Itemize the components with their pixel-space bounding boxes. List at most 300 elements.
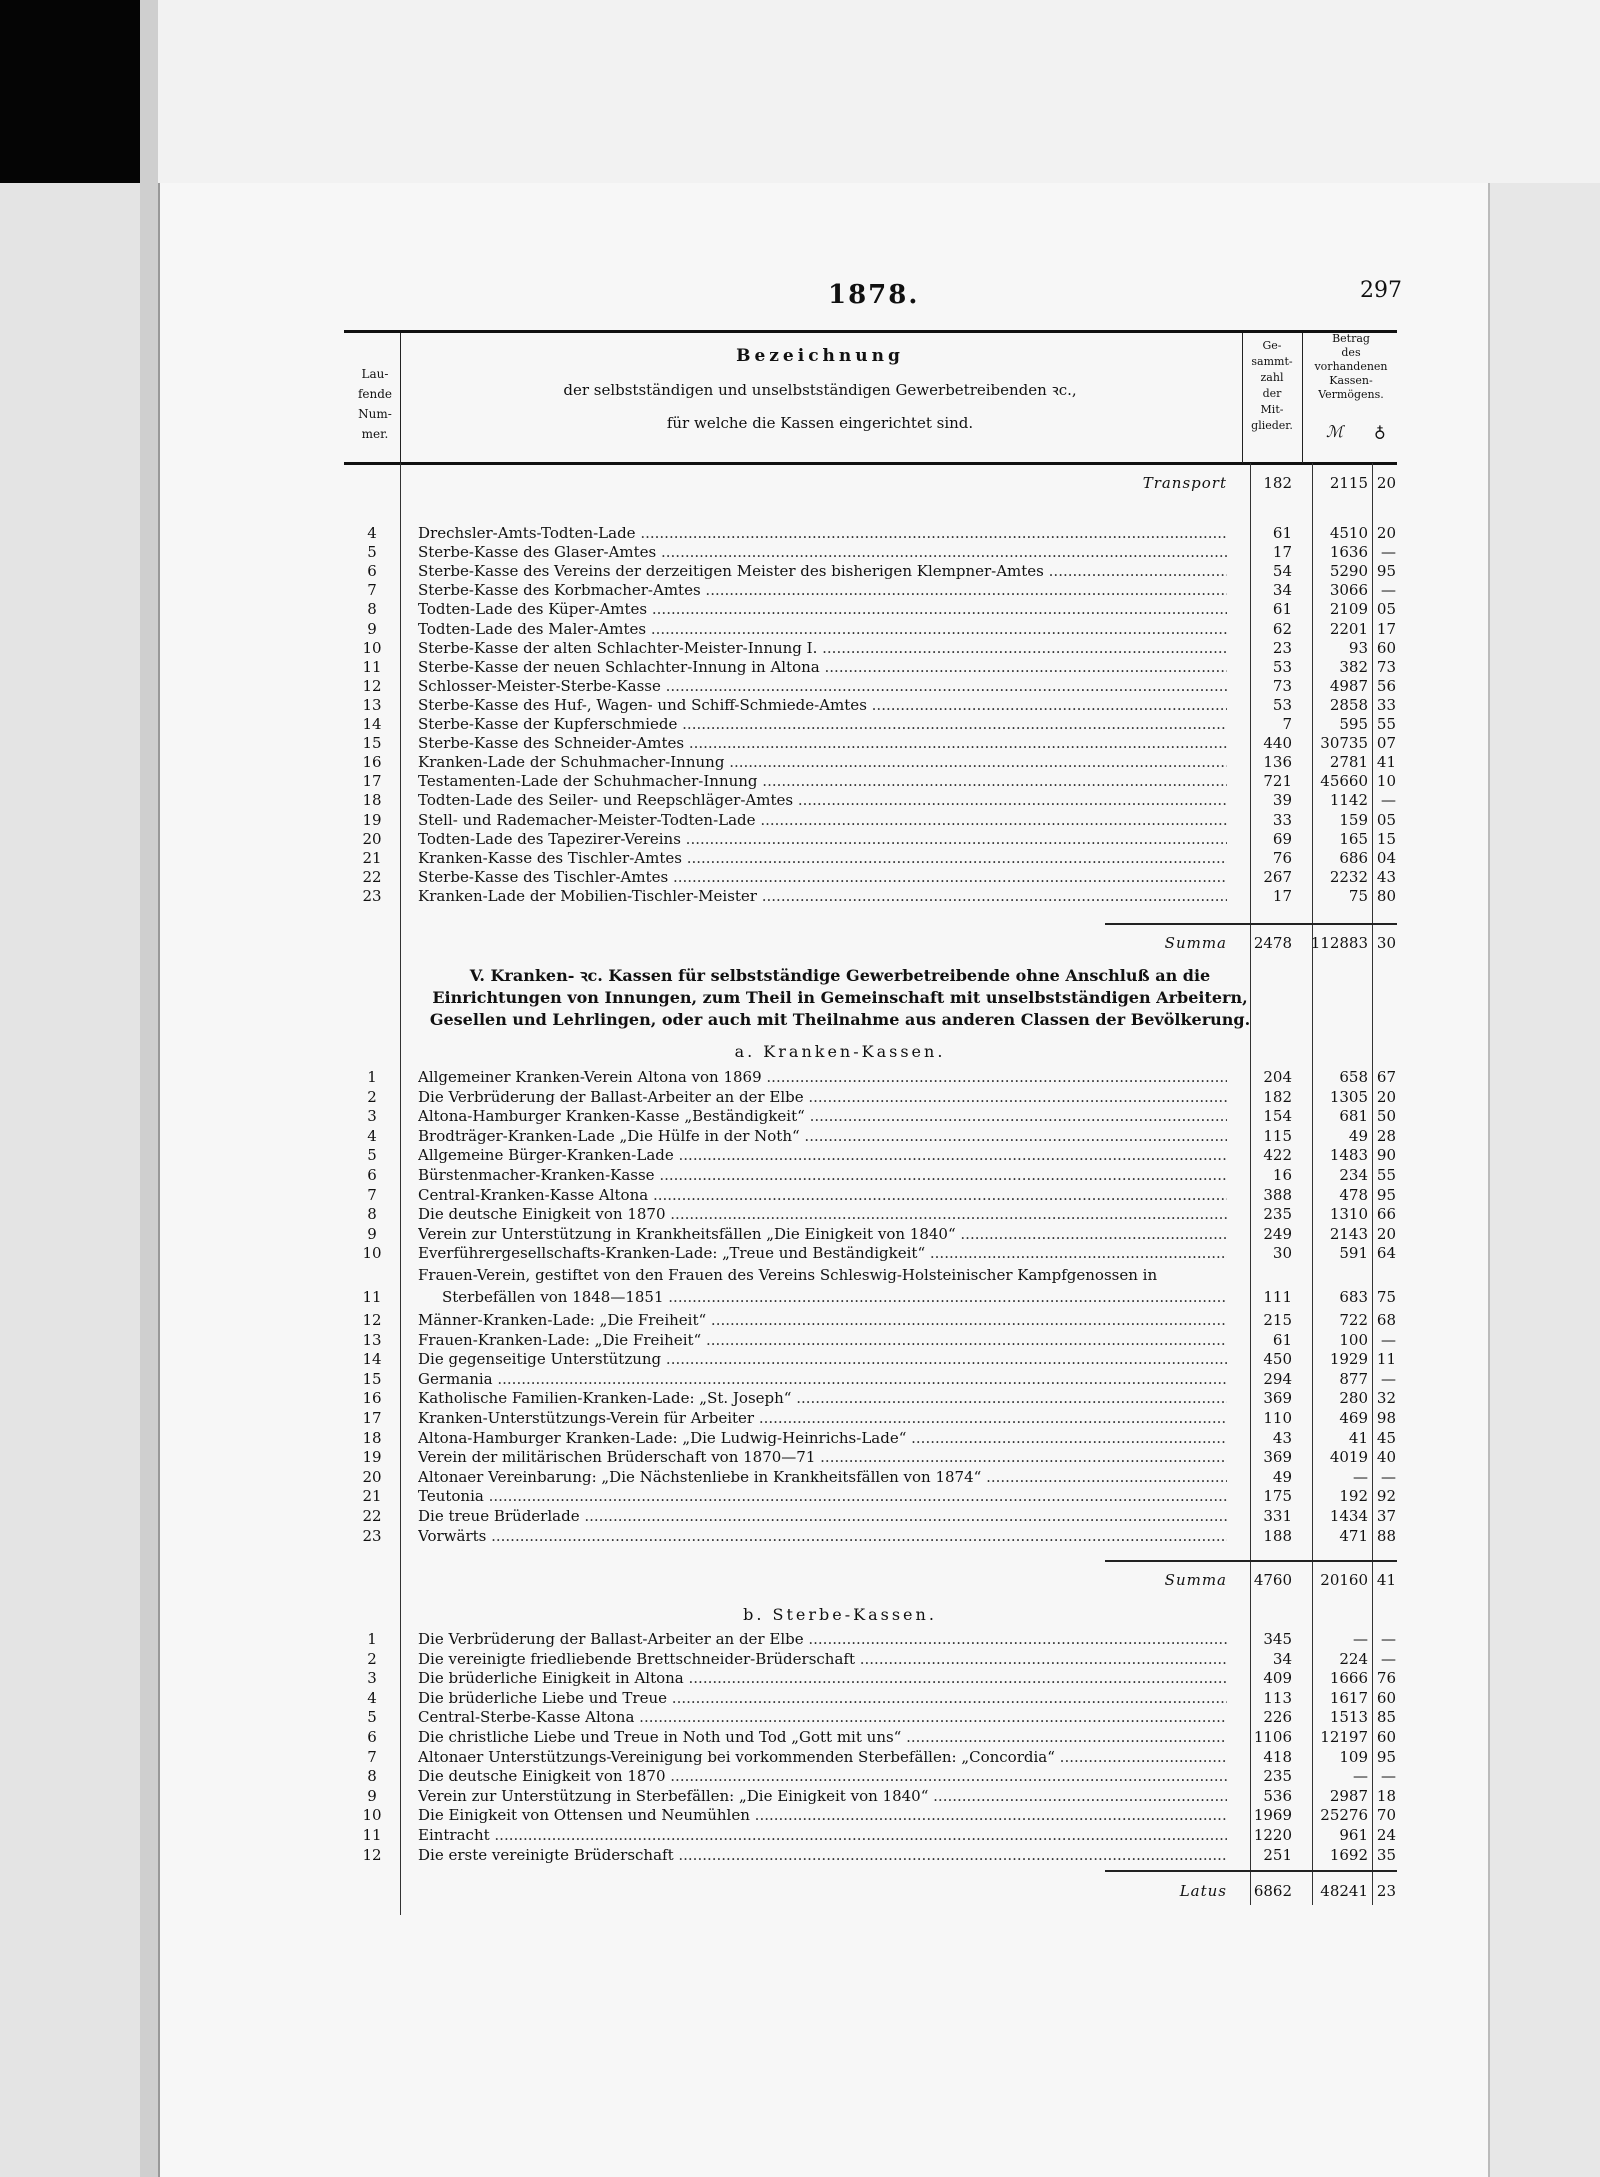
cell-pf: 20 [1376,1224,1396,1243]
book-spine [140,0,158,2177]
cell-mark: 25276 [1320,1806,1368,1825]
cell-nr: 21 [362,1487,382,1506]
cell-nr: 14 [362,1350,382,1369]
cell-pf: 18 [1376,1786,1396,1805]
header-top-rule [344,330,1397,333]
section-v-heading: V. Kranken- ꝛc. Kassen für selbstständige Gewerbetreibende ohne Anschluß an die Einrichtungen von Innungen, zum Theil in Gemeinschaft mit unselbstständigen Arbeitern, Gesellen und Lehrlingen, oder auch mit Theilnahme aus anderen Classen der Bevölkerung. [429,966,1251,1029]
cell-members: 267 [1263,867,1292,886]
cell-pf: 35 [1376,1845,1396,1864]
cell-label: Männer-Kranken-Lade: „Die Freiheit“ ..... [418,1311,1227,1330]
table-row [344,1409,1397,1428]
cell-mark: 1305 [1329,1087,1368,1106]
cell-mark: 224 [1339,1649,1368,1668]
cell-members: 136 [1263,753,1292,772]
cell-members: 215 [1263,1311,1292,1329]
cell-nr: 19 [362,810,382,829]
cell-pf: 55 [1376,715,1396,733]
cell-members: 418 [1263,1747,1292,1766]
cell-pf: 11 [1376,1350,1396,1369]
cell-members: 17 [1272,886,1292,905]
cell-mark: 30735 [1320,734,1368,753]
cell-nr: 10 [362,1806,382,1825]
cell-mark: 961 [1339,1826,1368,1844]
cell-members: 1220 [1253,1826,1292,1844]
cell-members: 30 [1272,1244,1292,1263]
table-row [344,1487,1397,1506]
table-row [344,1331,1397,1350]
cell-pf: 17 [1376,619,1396,638]
cell-label: Die deutsche Einigkeit von 1870 ..... [418,1767,1227,1786]
header-currency-pf: ♁ [1374,422,1386,441]
header-divider [400,333,401,463]
cell-label: Everführergesellschafts-Kranken-Lade: „Treue und Beständigkeit“ ..... [418,1244,1227,1263]
cell-members: 115 [1263,1126,1292,1145]
page-stack-edge [1488,183,1600,2177]
table-row: 11 Sterbefällen von 1848—1851 ..... 111 683 75 [344,1288,1397,1307]
table-row [344,1728,1397,1747]
cell-label: Sterbe-Kasse des Tischler-Amtes ..... [418,868,1227,887]
cell-members: 188 [1263,1526,1292,1545]
cell-members: 226 [1263,1708,1292,1727]
cell-label: Drechsler-Amts-Todten-Lade ..... [418,524,1227,543]
cell-mark: 469 [1339,1409,1368,1427]
cell-nr: 10 [362,1244,382,1263]
cell-label: Verein zur Unterstützung in Krankheitsfällen „Die Einigkeit von 1840“ ..... [418,1225,1227,1244]
cell-pf: 40 [1376,1448,1396,1467]
cell-mark: 109 [1339,1747,1368,1766]
cell-members: 251 [1263,1845,1292,1864]
cell-pf: 43 [1376,867,1396,886]
cell-label: Die Einigkeit von Ottensen und Neumühlen ..... [418,1806,1227,1825]
cell-nr: 5 [367,1708,377,1727]
cell-pf: — [1381,1369,1396,1388]
cell-label: Sterbe-Kasse des Glaser-Amtes ..... [418,543,1227,562]
cell-members: 440 [1263,734,1292,753]
cell-members: 39 [1272,791,1292,810]
cell-members: 34 [1272,581,1292,600]
cell-label: Altonaer Unterstützungs-Vereinigung bei vorkommenden Sterbefällen: „Concordia“ ..... [418,1748,1227,1767]
cell-members: 450 [1263,1350,1292,1369]
cell-mark: 1310 [1329,1205,1368,1224]
cell-nr: 17 [362,1409,382,1427]
cell-mark: 1483 [1329,1146,1368,1165]
table-row [344,1806,1397,1825]
table-row [344,1507,1397,1526]
cell-label: Kranken-Kasse des Tischler-Amtes ..... [418,849,1227,868]
cell-pf: 76 [1376,1669,1396,1688]
table-row [344,734,1397,753]
cell-members: 388 [1263,1185,1292,1204]
table-row [344,1068,1397,1087]
cell-label: Die Verbrüderung der Ballast-Arbeiter an der Elbe ..... [418,1630,1227,1649]
cell-pf: 60 [1376,1728,1396,1746]
cell-mark: 591 [1339,1244,1368,1263]
cell-members: 76 [1272,848,1292,867]
sum-rule [1105,1560,1397,1562]
cell-mark: 192 [1339,1487,1368,1506]
cell-nr: 11 [362,657,382,676]
table-row [344,600,1397,619]
cell-nr: 1 [367,1630,377,1648]
cell-nr: 18 [362,791,382,810]
cell-label: Die christliche Liebe und Treue in Noth und Tod „Gott mit uns“ ..... [418,1728,1227,1747]
cell-label: Sterbe-Kasse des Schneider-Amtes ..... [418,734,1227,753]
cell-pf: — [1381,1649,1396,1668]
cell-mark: 93 [1348,638,1368,657]
table-row [344,1767,1397,1786]
cell-pf: 45 [1376,1428,1396,1447]
cell-label: Eintracht ..... [418,1826,1227,1845]
table-row [344,543,1397,562]
header-divider [1302,333,1303,463]
table-row [344,830,1397,849]
cell-nr: 3 [367,1107,377,1126]
cell-members: 409 [1263,1669,1292,1688]
table-row [344,620,1397,639]
header-col-title [410,346,1230,432]
cell-members: 113 [1263,1688,1292,1707]
cell-mark: 1617 [1329,1688,1368,1707]
cell-mark: 1666 [1329,1669,1368,1688]
cell-pf: 60 [1376,1688,1396,1707]
cell-nr: 7 [367,581,377,600]
cell-pf: — [1381,1467,1396,1486]
cell-mark: — [1353,1630,1368,1648]
cell-pf: 92 [1376,1487,1396,1506]
header-divider [1242,333,1243,463]
cell-nr: 9 [367,1786,377,1805]
cell-pf: 15 [1376,829,1396,848]
cell-members: 369 [1263,1389,1292,1408]
subsection-b-heading: b. Sterbe-Kassen. [743,1605,937,1624]
table-row [344,1630,1397,1649]
cell-nr: 9 [367,619,377,638]
table-row [344,1846,1397,1865]
cell-pf: 07 [1376,734,1396,753]
scan-black-margin [0,0,158,183]
cell-nr: 7 [367,1185,377,1204]
cell-pf: 67 [1376,1068,1396,1086]
cell-nr: 20 [362,829,382,848]
cell-pf: 88 [1376,1526,1396,1545]
table-row [344,849,1397,868]
cell-label: Sterbe-Kasse des Korbmacher-Amtes ..... [418,581,1227,600]
cell-pf: — [1381,1767,1396,1786]
cell-nr: 16 [362,1389,382,1408]
cell-pf: 90 [1376,1146,1396,1165]
cell-mark: — [1353,1767,1368,1786]
cell-members: 16 [1272,1166,1292,1184]
cell-nr: 23 [362,886,382,905]
cell-nr: 2 [367,1087,377,1106]
page-year: 1878. [828,280,920,310]
cell-pf: 41 [1376,753,1396,772]
cell-pf: 73 [1376,657,1396,676]
cell-members: 43 [1272,1428,1292,1447]
table-row [344,1107,1397,1126]
cell-label: Bürstenmacher-Kranken-Kasse ..... [418,1166,1227,1185]
cell-pf: 10 [1376,772,1396,791]
cell-label: Altonaer Vereinbarung: „Die Nächstenliebe in Krankheitsfällen von 1874“ ..... [418,1468,1227,1487]
table-row [344,715,1397,734]
cell-pf: 68 [1376,1311,1396,1329]
table-row [344,1787,1397,1806]
cell-nr: 21 [362,848,382,867]
cell-pf: 66 [1376,1205,1396,1224]
cell-mark: 45660 [1320,772,1368,791]
cell-mark: 478 [1339,1185,1368,1204]
cell-label: Die deutsche Einigkeit von 1870 ..... [418,1205,1227,1224]
cell-members: 62 [1272,619,1292,638]
cell-label: Die Verbrüderung der Ballast-Arbeiter an der Elbe ..... [418,1088,1227,1107]
cell-members: 235 [1263,1767,1292,1786]
cell-label: Die treue Brüderlade ..... [418,1507,1227,1526]
cell-mark: 595 [1339,715,1368,733]
cell-label: Verein der militärischen Brüderschaft von 1870—71 ..... [418,1448,1227,1467]
cell-members: 61 [1272,524,1292,542]
summa-a-row: Summa 4760 20160 41 [1164,1571,1396,1589]
cell-members: 154 [1263,1107,1292,1126]
cell-label: Schlosser-Meister-Sterbe-Kasse ..... [418,677,1227,696]
table-row [344,1669,1397,1688]
cell-nr: 12 [362,1845,382,1864]
cell-mark: 658 [1339,1068,1368,1086]
cell-members: 331 [1263,1507,1292,1525]
cell-pf: — [1381,581,1396,600]
cell-members: 294 [1263,1369,1292,1388]
table-row [344,1088,1397,1107]
table-row [344,1205,1397,1224]
cell-nr: 14 [362,715,382,733]
cell-members: 249 [1263,1224,1292,1243]
table-row [344,1448,1397,1467]
cell-label: Allgemeiner Kranken-Verein Altona von 1869 ..... [418,1068,1227,1087]
cell-members: 110 [1263,1409,1292,1427]
cell-nr: 13 [362,695,382,714]
cell-pf: 60 [1376,638,1396,657]
cell-members: 33 [1272,810,1292,829]
table-row [344,1370,1397,1389]
table-row [344,639,1397,658]
table-row [344,1429,1397,1448]
summa-iv-row: Summa 2478 112883 30 [1164,934,1396,952]
cell-label: Kranken-Unterstützungs-Verein für Arbeiter ..... [418,1409,1227,1428]
cell-mark: 2201 [1329,619,1368,638]
cell-nr: 6 [367,1728,377,1746]
cell-nr: 23 [362,1526,382,1545]
transport-row: Transport 182 2115 20 [1142,474,1396,492]
table-row [344,581,1397,600]
cell-nr: 8 [367,600,377,619]
cell-label: Kranken-Lade der Mobilien-Tischler-Meister ..... [418,887,1227,906]
table-row [344,868,1397,887]
cell-pf: — [1381,1630,1396,1648]
cell-nr: 16 [362,753,382,772]
cell-pf: 70 [1376,1806,1396,1825]
sum-rule [1105,1870,1397,1872]
cell-nr: 12 [362,676,382,695]
cell-label: Stell- und Rademacher-Meister-Todten-Lade ..... [418,811,1227,830]
cell-pf: 80 [1376,886,1396,905]
cell-nr: 17 [362,772,382,791]
cell-pf: 33 [1376,695,1396,714]
cell-members: 721 [1263,772,1292,791]
cell-nr: 1 [367,1068,377,1086]
header-col-amount: Betrag des vorhandenen Kassen- Vermögens. [1314,332,1388,401]
cell-members: 182 [1263,1087,1292,1106]
header-col-nr: Lau- fende Num- mer. [357,367,393,441]
cell-nr: 22 [362,1507,382,1525]
cell-pf: 85 [1376,1708,1396,1727]
cell-label: Todten-Lade des Tapezirer-Vereins ..... [418,830,1227,849]
cell-nr: 20 [362,1467,382,1486]
cell-mark: 877 [1339,1369,1368,1388]
cell-members: 61 [1272,1330,1292,1349]
cell-pf: 04 [1376,848,1396,867]
cell-nr: 9 [367,1224,377,1243]
cell-nr: 6 [367,562,377,581]
cell-members: 204 [1263,1068,1292,1086]
cell-pf: — [1381,543,1396,562]
cell-pf: 20 [1376,524,1396,542]
cell-mark: 5290 [1329,562,1368,581]
cell-members: 17 [1272,543,1292,562]
cell-mark: — [1353,1467,1368,1486]
cell-mark: 686 [1339,848,1368,867]
cell-nr: 4 [367,1688,377,1707]
cell-mark: 4510 [1329,524,1368,542]
cell-mark: 12197 [1320,1728,1368,1746]
table-row [344,1650,1397,1669]
header-title-line2: der selbstständigen und unselbstständigen Gewerbetreibenden ꝛc., [563,381,1077,399]
table-row [344,1826,1397,1845]
cell-label: Die erste vereinigte Brüderschaft ..... [418,1846,1227,1865]
table-row [344,791,1397,810]
table-row [344,1527,1397,1546]
cell-members: 1106 [1253,1728,1292,1746]
table-row [344,753,1397,772]
cell-mark: 1142 [1329,791,1368,810]
table-row [344,1350,1397,1369]
cell-members: 536 [1263,1786,1292,1805]
cell-label: Testamenten-Lade der Schuhmacher-Innung ..... [418,772,1227,791]
table-row [344,524,1397,543]
cell-members: 53 [1272,695,1292,714]
table-row [344,696,1397,715]
cell-nr: 15 [362,734,382,753]
cell-nr: 8 [367,1205,377,1224]
cell-nr: 19 [362,1448,382,1467]
cell-mark: 1636 [1329,543,1368,562]
header-title-main: Bezeichnung [736,346,904,366]
cell-pf: 95 [1376,562,1396,581]
cell-mark: 165 [1339,829,1368,848]
cell-nr: 5 [367,543,377,562]
cell-mark: 75 [1348,886,1368,905]
table-row [344,811,1397,830]
cell-label: Frauen-Kranken-Lade: „Die Freiheit“ ..... [418,1331,1227,1350]
cell-label: Todten-Lade des Küper-Amtes ..... [418,600,1227,619]
cell-mark: 159 [1339,810,1368,829]
cell-nr: 5 [367,1146,377,1165]
row11-first-line: Frauen-Verein, gestiftet von den Frauen des Vereins Schleswig-Holsteinischer Kampfgenossen in [418,1266,1158,1284]
cell-mark: 1929 [1329,1350,1368,1369]
cell-mark: 4019 [1329,1448,1368,1467]
cell-nr: 3 [367,1669,377,1688]
cell-pf: 24 [1376,1826,1396,1844]
subsection-a-heading: a. Kranken-Kassen. [734,1042,946,1061]
cell-mark: 2987 [1329,1786,1368,1805]
cell-mark: 3066 [1329,581,1368,600]
cell-nr: 6 [367,1166,377,1184]
cell-members: 61 [1272,600,1292,619]
cell-nr: 11 [362,1826,382,1844]
cell-label: Die gegenseitige Unterstützung ..... [418,1350,1227,1369]
cell-members: 69 [1272,829,1292,848]
cell-pf: 05 [1376,810,1396,829]
cell-mark: 100 [1339,1330,1368,1349]
cell-mark: 49 [1348,1126,1368,1145]
cell-mark: 2109 [1329,600,1368,619]
table-row [344,1186,1397,1205]
header-bottom-rule [344,462,1397,465]
cell-pf: 28 [1376,1126,1396,1145]
cell-mark: 41 [1348,1428,1368,1447]
cell-label: Brodträger-Kranken-Lade „Die Hülfe in der Noth“ ..... [418,1127,1227,1146]
cell-members: 54 [1272,562,1292,581]
cell-label: Katholische Familien-Kranken-Lade: „St. Joseph“ ..... [418,1389,1227,1408]
cell-mark: 4987 [1329,676,1368,695]
cell-pf: 56 [1376,676,1396,695]
cell-nr: 8 [367,1767,377,1786]
cell-label: Central-Sterbe-Kasse Altona ..... [418,1708,1227,1727]
header-col-members: Ge- sammt- zahl der Mit- glieder. [1251,339,1293,432]
cell-nr: 18 [362,1428,382,1447]
cell-label: Die brüderliche Einigkeit in Altona ..... [418,1669,1227,1688]
cell-nr: 22 [362,867,382,886]
cell-mark: 2232 [1329,867,1368,886]
cell-pf: 98 [1376,1409,1396,1427]
table-row [344,1225,1397,1244]
cell-mark: 722 [1339,1311,1368,1329]
table-row [344,658,1397,677]
cell-label: Die brüderliche Liebe und Treue ..... [418,1689,1227,1708]
cell-mark: 1434 [1329,1507,1368,1525]
table-row [344,677,1397,696]
table-row [344,562,1397,581]
cell-mark: 471 [1339,1526,1368,1545]
cell-mark: 234 [1339,1166,1368,1184]
cell-mark: 2781 [1329,753,1368,772]
cell-label: Kranken-Lade der Schuhmacher-Innung ..... [418,753,1227,772]
table-row [344,1689,1397,1708]
cell-nr: 15 [362,1369,382,1388]
cell-mark: 1513 [1329,1708,1368,1727]
cell-pf: 32 [1376,1389,1396,1408]
table-row [344,1708,1397,1727]
table-row [344,1166,1397,1185]
page-number: 297 [1360,278,1402,303]
cell-members: 23 [1272,638,1292,657]
cell-nr: 12 [362,1311,382,1329]
cell-nr: 7 [367,1747,377,1766]
cell-label: Teutonia ..... [418,1487,1227,1506]
table-row [344,1127,1397,1146]
cell-nr: 10 [362,638,382,657]
cell-pf: 55 [1376,1166,1396,1184]
latus-row: Latus 6862 48241 23 [1179,1882,1396,1900]
table-row [344,1468,1397,1487]
